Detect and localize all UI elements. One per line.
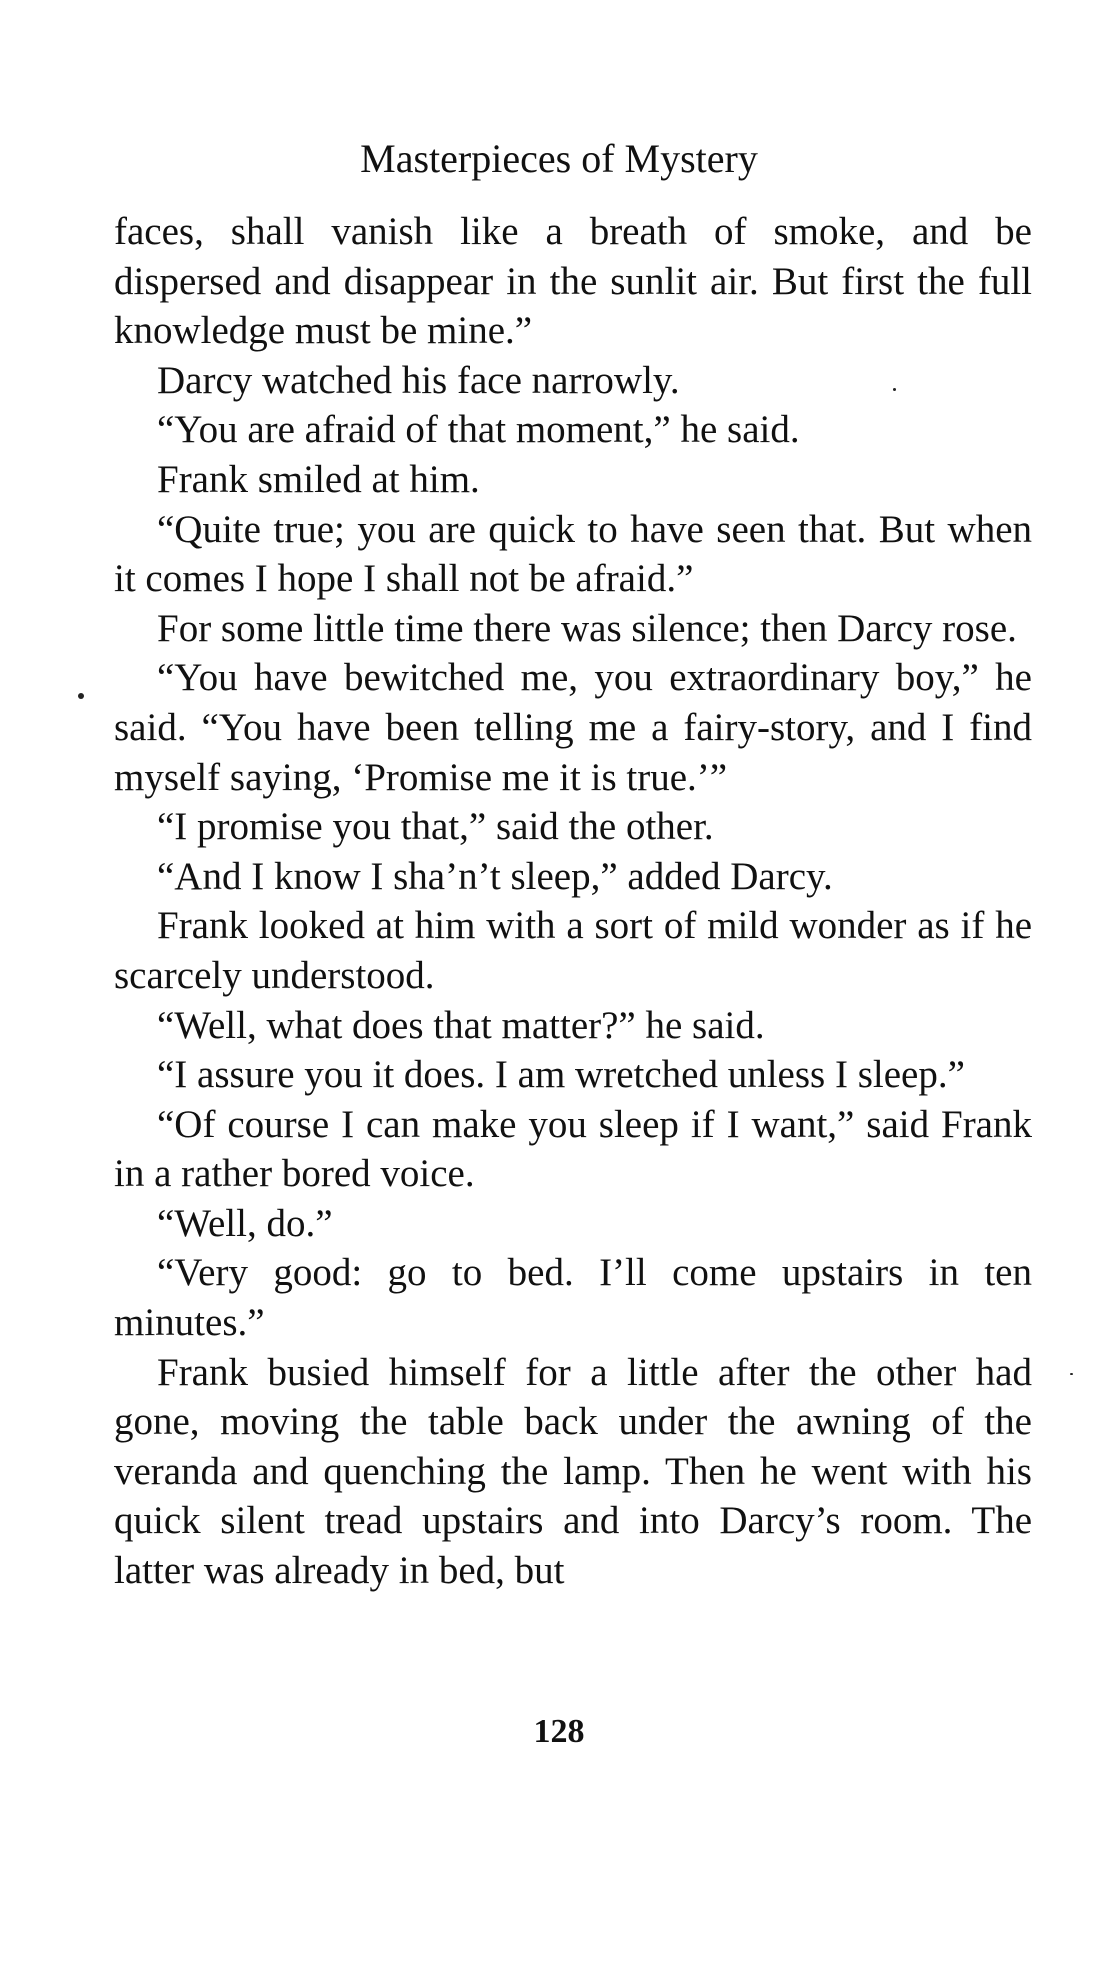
paragraph: “You have bewitched me, you extraordinary boy,” he said. “You have been telling me a fairy-story, and I find myself saying, ‘Promise me it is true.’” xyxy=(114,656,1032,799)
paragraph: “I assure you it does. I am wretched unless I sleep.” xyxy=(157,1053,965,1097)
paragraph: Darcy watched his face narrowly. xyxy=(157,358,680,402)
paragraph: Frank looked at him with a sort of mild wonder as if he scarcely understood. xyxy=(114,904,1032,997)
paragraph: “Of course I can make you sleep if I want,” said Frank in a rather bored voice. xyxy=(114,1102,1032,1196)
paragraph: For some little time there was silence; then Darcy rose. xyxy=(157,606,1017,650)
paragraph: “You are afraid of that moment,” he said. xyxy=(157,408,800,452)
paragraph: “Very good: go to bed. I’ll come upstairs in ten minutes.” xyxy=(114,1251,1032,1345)
paragraph: “And I know I sha’n’t sleep,” added Darcy. xyxy=(157,854,833,898)
paragraph: “Well, do.” xyxy=(157,1201,333,1245)
paragraph: “Quite true; you are quick to have seen that. But when it comes I hope I shall not be afraid.” xyxy=(114,507,1032,601)
paragraph: Frank busied himself for a little after the other had gone, moving the table back under the awning of the veranda and quenching the lamp. Then he went with his quick silent tread upstairs and into Darcy’s room. The latter was already in bed, but xyxy=(114,1350,1032,1593)
print-speck xyxy=(893,388,896,391)
paragraph: “I promise you that,” said the other. xyxy=(157,805,714,849)
print-speck xyxy=(78,693,84,699)
running-head-title: Masterpieces of Mystery xyxy=(360,136,758,181)
paragraph: faces, shall vanish like a breath of smoke, and be dispersed and disappear in the sunlit air. But first the full knowledge must be mine.” xyxy=(114,210,1032,353)
print-speck xyxy=(1070,1373,1073,1375)
paragraph: “Well, what does that matter?” he said. xyxy=(157,1003,765,1047)
body-text xyxy=(114,207,1032,1596)
page-number: 128 xyxy=(533,1713,585,1750)
paragraph: Frank smiled at him. xyxy=(157,457,480,501)
